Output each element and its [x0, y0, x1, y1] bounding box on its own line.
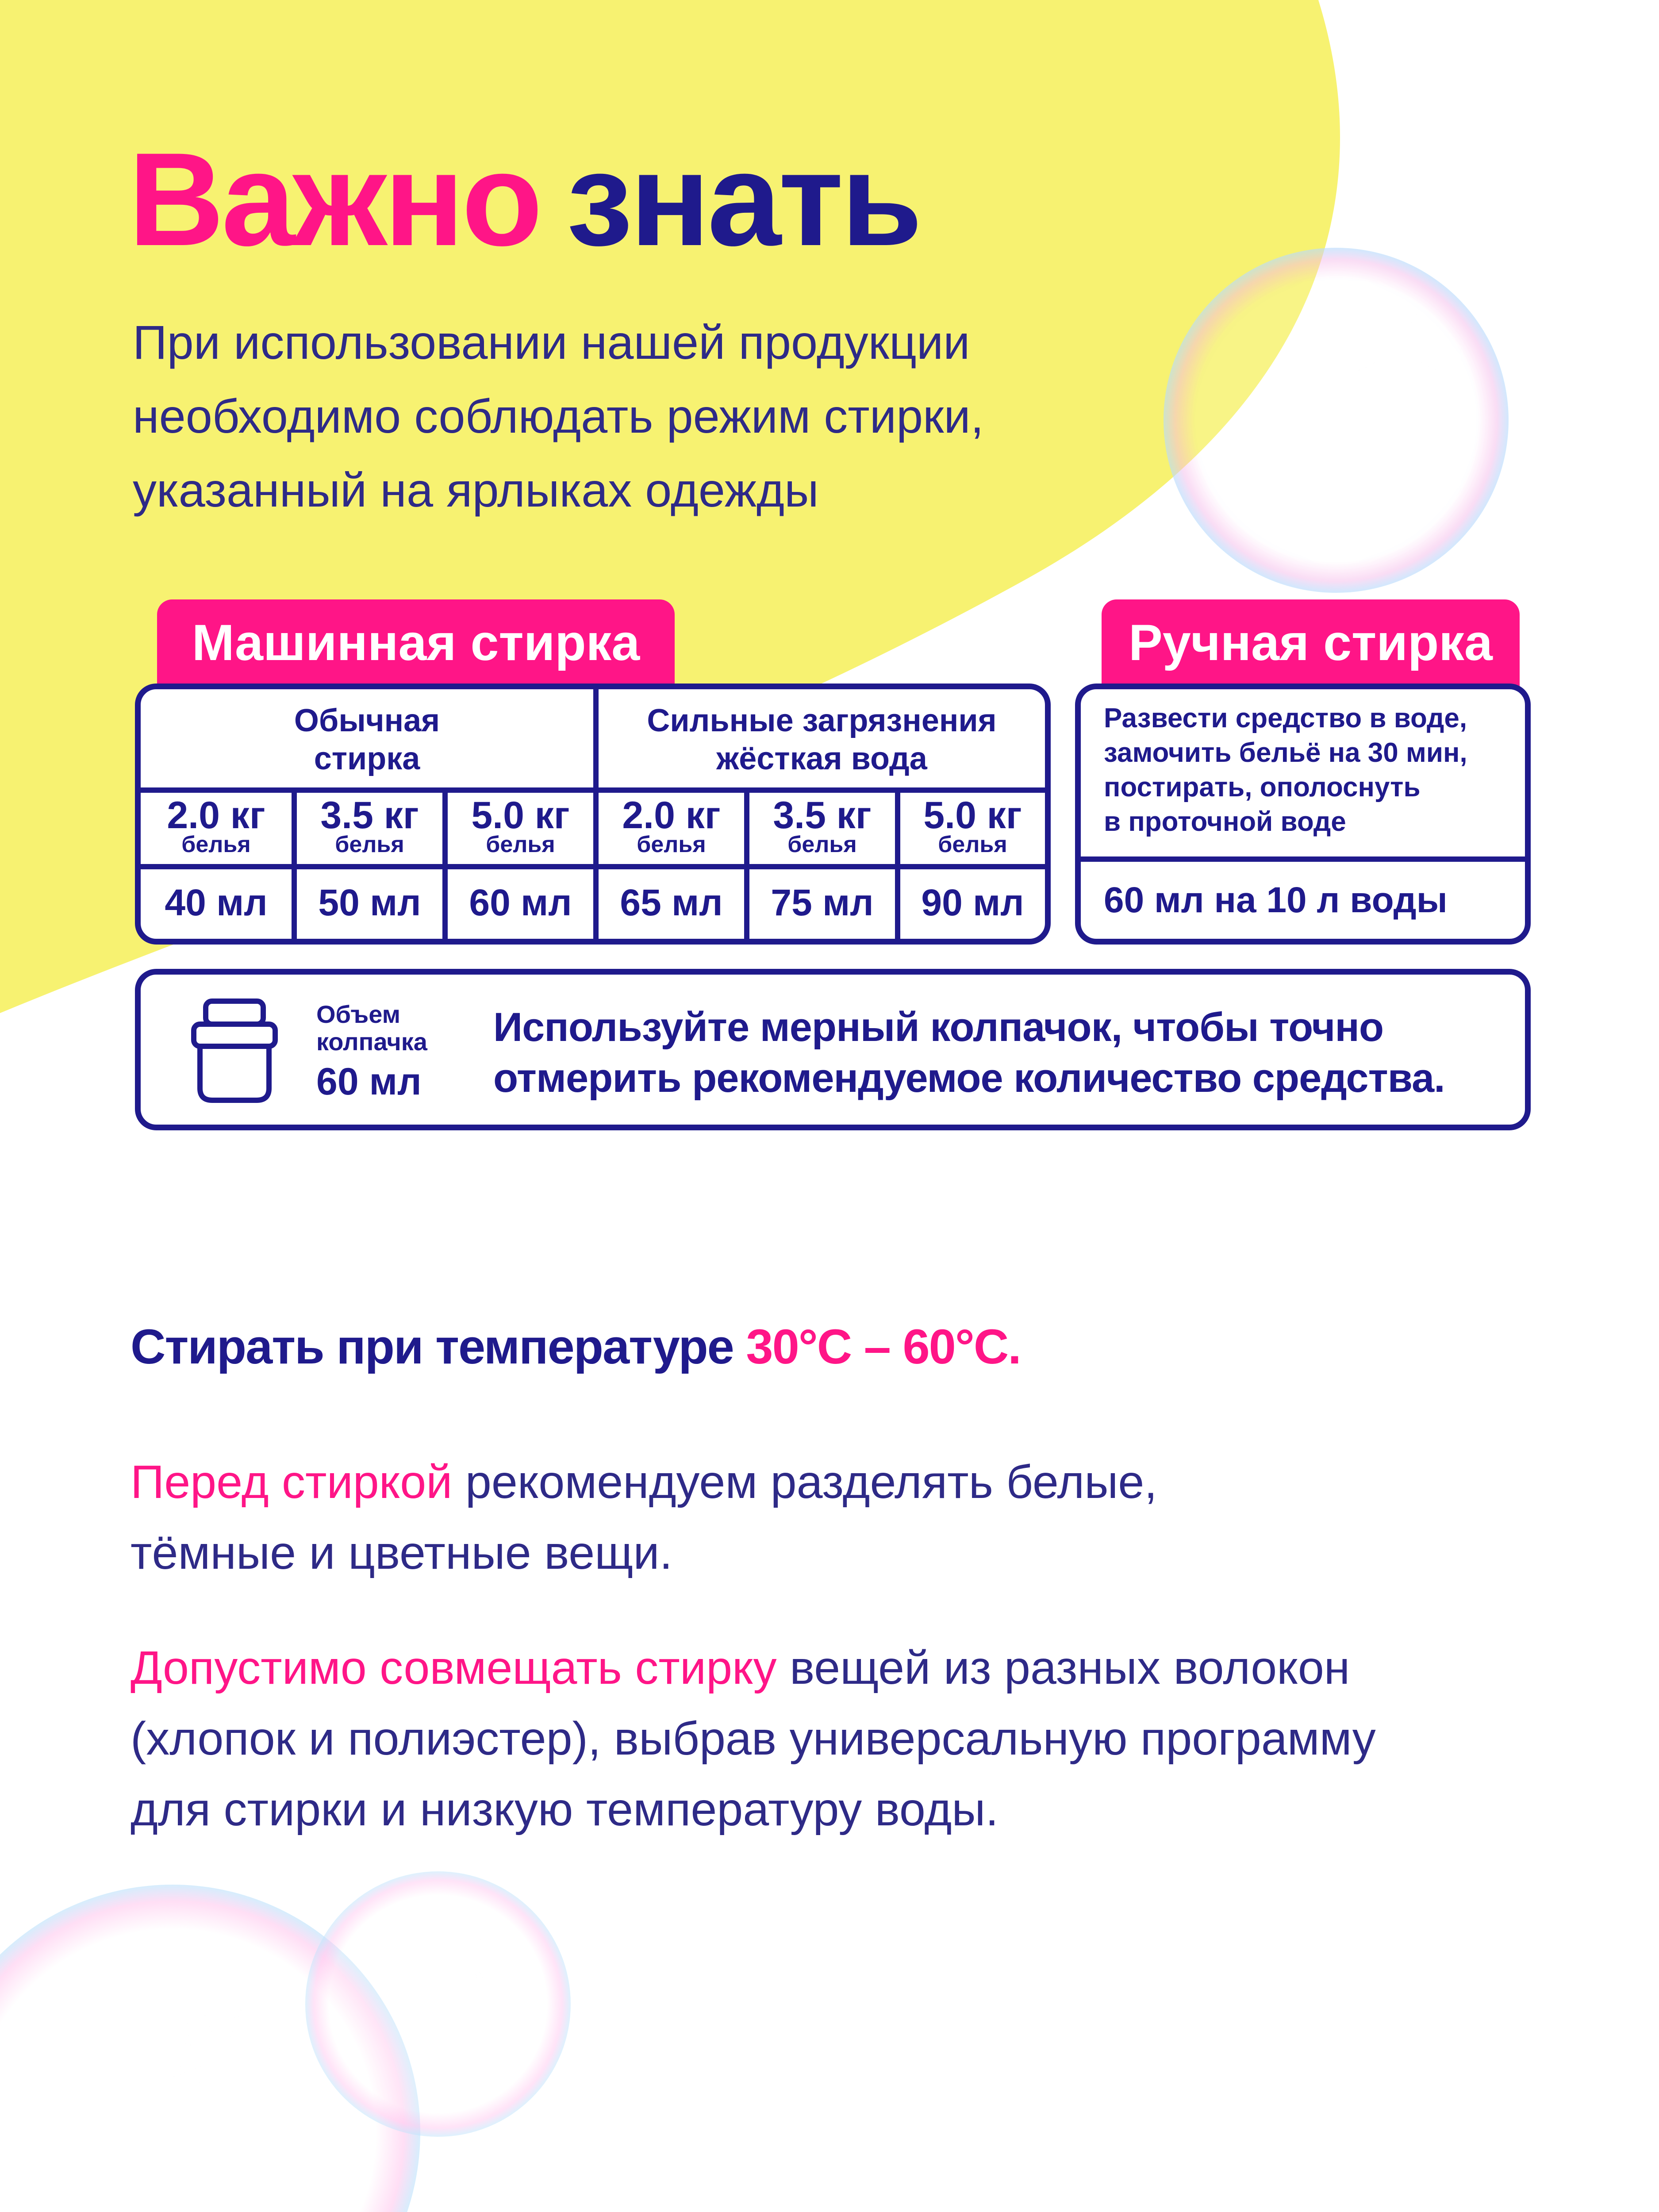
dose-cell: 50 мл — [318, 882, 421, 923]
cap-usage-text: Используйте мерный колпачок, чтобы точно отмерить рекомендуемое количество средства. — [493, 1005, 1445, 1101]
machine-wash-table — [135, 684, 1051, 945]
table-divider — [744, 790, 749, 939]
cap-volume-value: 60 мл — [316, 1060, 422, 1103]
hand-wash-tab: Ручная стирка — [1102, 599, 1520, 688]
dose-cell: 90 мл — [921, 882, 1024, 923]
load-weight-cell: 2.0 кг белья — [167, 794, 265, 857]
intro-line: необходимо соблюдать режим стирки, — [133, 389, 984, 443]
table-divider — [1081, 856, 1525, 862]
load-weight-cell: 5.0 кг белья — [923, 794, 1022, 857]
intro-line: При использовании нашей продукции — [133, 315, 970, 369]
soap-bubble-small — [305, 1871, 571, 2137]
temperature-prefix: Стирать при температуре — [131, 1320, 746, 1374]
mixing-note: Допустимо совмещать стирку вещей из разных волокон (хлопок и полиэстер), выбрав универсальную программу для стирки и низкую температуру воды. — [131, 1642, 1376, 1836]
machine-wash-tab: Машинная стирка — [157, 599, 675, 688]
temperature-range: 30°C – 60°C. — [746, 1320, 1021, 1374]
title-word: знать — [566, 125, 920, 273]
cap-volume-label: Объем колпачка — [316, 1000, 427, 1056]
dose-cell: 40 мл — [165, 882, 268, 923]
table-divider — [141, 864, 1045, 869]
intro-text — [133, 305, 1239, 527]
table-divider — [141, 787, 1045, 793]
dose-cell: 65 мл — [620, 882, 723, 923]
load-weight-cell: 3.5 кг белья — [773, 794, 872, 857]
dose-cell: 60 мл — [469, 882, 572, 923]
load-weight-cell: 2.0 кг белья — [622, 794, 721, 857]
hand-wash-dose: 60 мл на 10 л воды — [1104, 880, 1448, 920]
dose-cell: 75 мл — [771, 882, 874, 923]
hand-wash-instruction: Развести средство в воде, замочить бельё на 30 мин, постирать, ополоснуть в проточной воде — [1104, 703, 1467, 837]
temperature-note — [131, 1318, 1021, 1376]
group-header-normal: Обычная стирка — [294, 703, 440, 776]
sorting-note: Перед стиркой рекомендуем разделять белые, тёмные и цветные вещи. — [131, 1456, 1157, 1579]
load-weight-cell: 3.5 кг белья — [320, 794, 419, 857]
measuring-cap-icon — [190, 998, 279, 1104]
table-divider — [442, 790, 448, 939]
table-divider — [593, 689, 599, 939]
page-title — [128, 125, 920, 273]
table-divider — [895, 790, 900, 939]
load-weight-cell: 5.0 кг белья — [471, 794, 570, 857]
group-header-heavy: Сильные загрязнения жёсткая вода — [647, 703, 997, 776]
title-accent-word: Важно — [128, 125, 540, 273]
table-divider — [292, 790, 297, 939]
intro-line: указанный на ярлыках одежды — [133, 463, 819, 517]
